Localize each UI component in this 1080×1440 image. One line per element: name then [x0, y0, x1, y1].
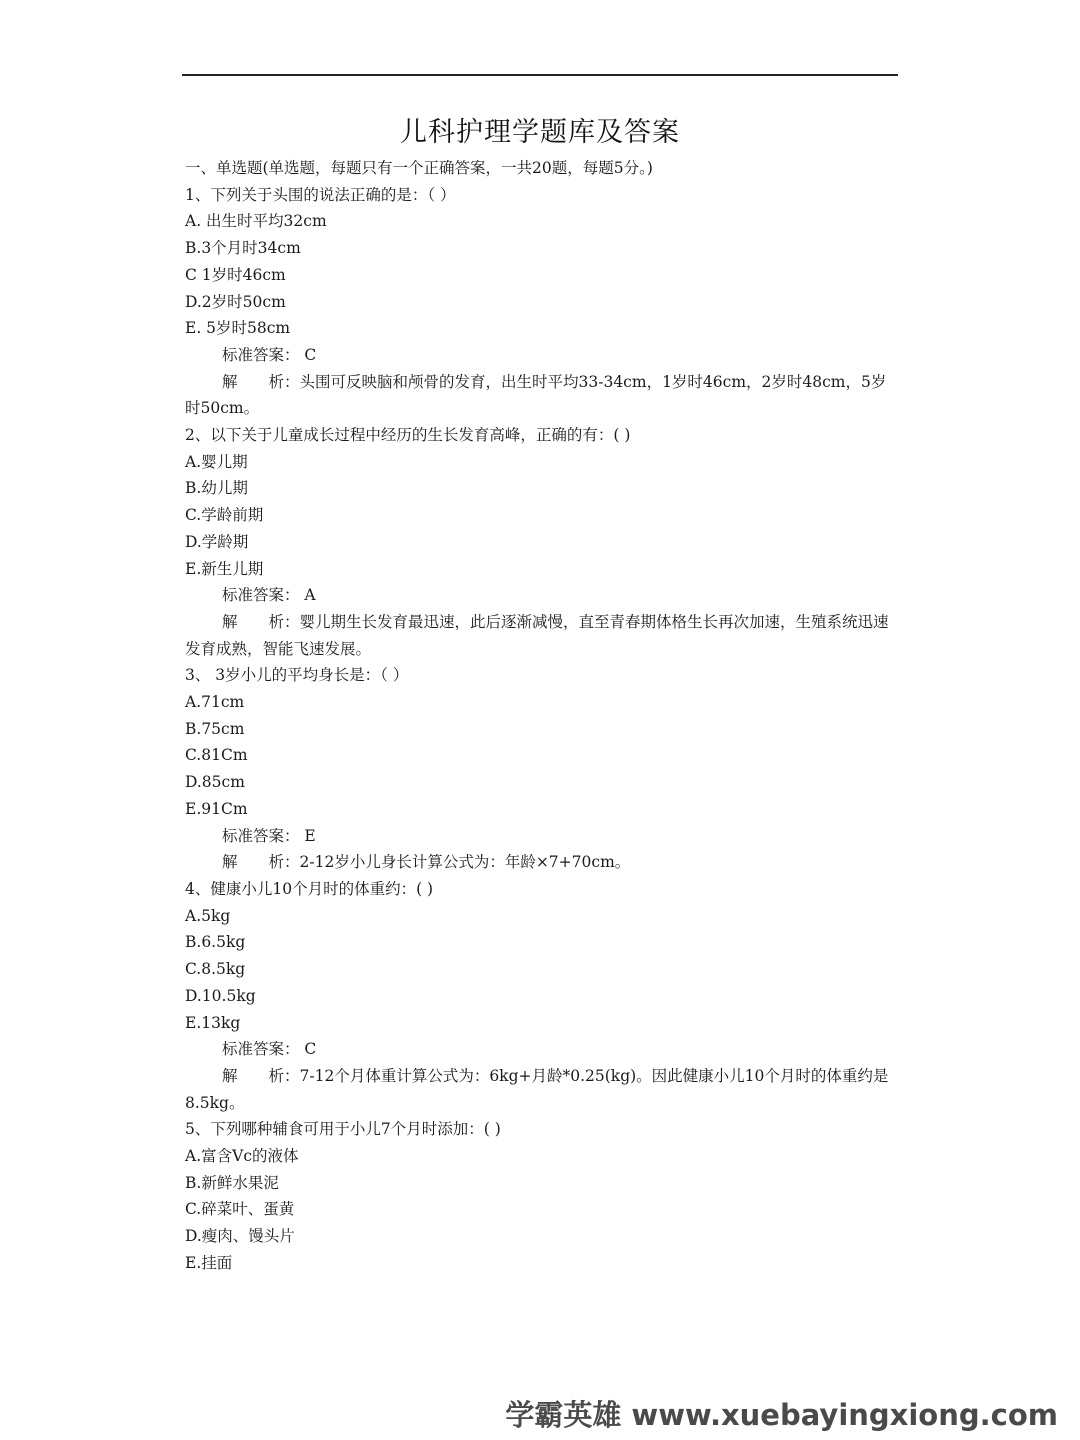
question-option: A. 出生时平均32cm [185, 212, 327, 231]
question-option: C.8.5kg [185, 960, 246, 979]
question-stem: 2、以下关于儿童成长过程中经历的生长发育高峰，正确的有：( ) [185, 426, 631, 445]
answer-analysis: 解 析：2-12岁小儿身长计算公式为：年龄×7+70cm。 [222, 853, 631, 872]
answer-analysis: 解 析：7-12个月体重计算公式为：6kg+月龄*0.25(kg)。因此健康小儿10个月时的体重约是8.5kg。 [185, 1066, 889, 1112]
answer-analysis: 解 析：头围可反映脑和颅骨的发育，出生时平均33-34cm，1岁时46cm，2岁时48cm，5岁时50cm。 [185, 372, 887, 418]
question-block [185, 662, 897, 876]
question-option: B.幼儿期 [185, 479, 248, 498]
question-option: E. 5岁时58cm [185, 319, 291, 338]
question-stem: 1、下列关于头围的说法正确的是：（ ） [185, 185, 456, 204]
document-title: 儿科护理学题库及答案 [400, 117, 680, 148]
question-option: E.新生儿期 [185, 559, 264, 578]
question-stem: 5、下列哪种辅食可用于小儿7个月时添加：( ) [185, 1120, 501, 1139]
question-option: C.碎菜叶、蛋黄 [185, 1200, 295, 1219]
question-option: A.富含Vc的液体 [185, 1147, 299, 1166]
question-stem: 3、 3岁小儿的平均身长是：（ ） [185, 666, 409, 685]
question-block [185, 876, 897, 1116]
standard-answer: 标准答案： E [222, 826, 316, 845]
question-option: D.10.5kg [185, 986, 256, 1005]
question-option: E.13kg [185, 1013, 241, 1032]
question-option: C.学龄前期 [185, 506, 264, 525]
question-option: D.瘦肉、馒头片 [185, 1227, 295, 1246]
question-option: A.5kg [185, 906, 231, 925]
question-option: D.学龄期 [185, 532, 249, 551]
section-header: 一、单选题(单选题，每题只有一个正确答案，一共20题，每题5分。) [185, 159, 653, 177]
question-option: C 1岁时46cm [185, 265, 286, 284]
question-option: A.婴儿期 [185, 452, 248, 471]
standard-answer: 标准答案： C [222, 345, 317, 364]
question-block [185, 1116, 897, 1276]
question-option: B.3个月时34cm [185, 239, 301, 258]
standard-answer: 标准答案： A [222, 586, 316, 605]
answer-analysis: 解 析：婴儿期生长发育最迅速，此后逐渐减慢，直至青春期体格生长再次加速，生殖系统迅速发育成熟，智能飞速发展。 [185, 612, 889, 658]
standard-answer: 标准答案： C [222, 1040, 317, 1059]
question-option: D.85cm [185, 773, 245, 792]
site-watermark: 学霸英雄 www.xuebayingxiong.com [505, 1398, 1058, 1432]
question-option: B.75cm [185, 719, 245, 738]
question-stem: 4、健康小儿10个月时的体重约：( ) [185, 879, 434, 898]
question-option: D.2岁时50cm [185, 292, 286, 311]
question-block [185, 182, 897, 422]
question-option: E.挂面 [185, 1253, 233, 1272]
question-option: A.71cm [185, 693, 245, 712]
document-body [185, 155, 897, 1277]
question-option: E.91Cm [185, 799, 248, 818]
question-option: B.6.5kg [185, 933, 246, 952]
question-option: C.81Cm [185, 746, 248, 765]
question-option: B.新鲜水果泥 [185, 1173, 279, 1192]
header-rule [182, 74, 898, 76]
question-block [185, 422, 897, 662]
